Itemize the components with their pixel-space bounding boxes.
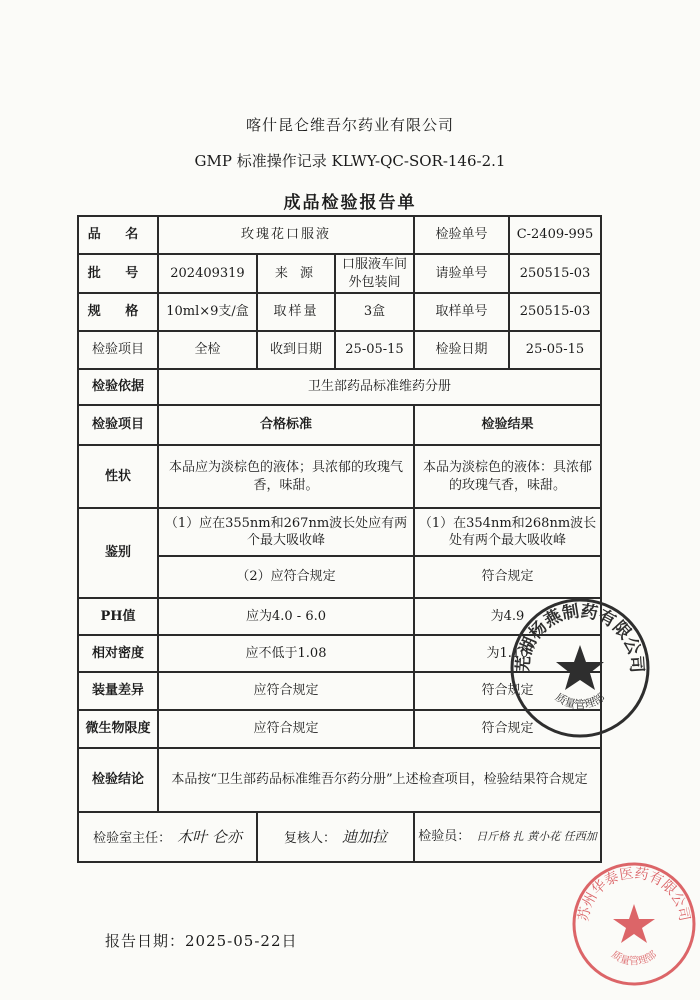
document-code: GMP 标准操作记录 KLWY-QC-SOR-146-2.1 [194,152,506,170]
red-seal-star-icon [613,904,655,943]
conclusion-label: 检验结论 [78,748,158,812]
sample-no-value: 250515-03 [509,293,601,331]
row-ph [78,598,601,635]
source-value: 口服液车间外包装间 [335,254,414,293]
spec-value: 10ml×9支/盒 [158,293,257,331]
identification-result-2: 符合规定 [414,556,601,598]
spec-label: 规 格 [78,293,158,331]
fill-result: 符合规定 [414,672,601,710]
batch-label: 批 号 [78,254,158,293]
product-name-label: 品 名 [78,216,158,254]
row-appearance [78,445,601,508]
conclusion-text: 本品按“卫生部药品标准维吾尔药分册”上述检查项目，检验结果符合规定 [158,748,601,812]
microbe-result: 符合规定 [414,710,601,748]
report-date: 报告日期：2025-05-22日 [105,932,298,950]
director-signature-cell [78,812,257,862]
sample-no-label: 取样单号 [414,293,509,331]
inspector-signature-cell [414,812,601,862]
identification-standard-1: （1）应在355nm和267nm波长处应有两个最大吸收峰 [158,508,414,556]
item-value: 全检 [158,331,257,369]
report-title: 成品检验报告单 [283,193,417,213]
column-standard-header: 合格标准 [158,405,414,445]
request-no-label: 请验单号 [414,254,509,293]
fill-standard: 应符合规定 [158,672,414,710]
row-spec [78,293,601,331]
sample-qty-label: 取样量 [257,293,335,331]
appearance-name: 性状 [78,445,158,508]
company-name: 喀什昆仑维吾尔药业有限公司 [245,116,454,134]
row-fill [78,672,601,710]
density-result: 为1.10 [414,635,601,672]
density-standard: 应不低于1.08 [158,635,414,672]
inspect-no-label: 检验单号 [414,216,509,254]
basis-value: 卫生部药品标准维药分册 [158,369,601,405]
source-label: 来 源 [257,254,335,293]
row-basis [78,369,601,405]
inspector-signature: 日斤格 扎 黄小花 任西加 [476,830,597,844]
item-label: 检验项目 [78,331,158,369]
row-column-headers [78,405,601,445]
svg-text:质量管理部 [609,948,659,968]
inspect-date-value: 25-05-15 [509,331,601,369]
svg-text:苏州华泰医药有限公司 [575,866,692,923]
identification-name: 鉴别 [78,508,158,598]
ph-name: PH值 [78,598,158,635]
inspect-no-value: C-2409-995 [509,216,601,254]
identification-standard-2: （2）应符合规定 [158,556,414,598]
red-seal-stamp [568,858,700,990]
row-conclusion [78,748,601,812]
row-item [78,331,601,369]
qc-seal-text: 芜湖杨燕制药有限公司 [513,601,647,674]
batch-value: 202409319 [158,254,257,293]
identification-result-1: （1）在354nm和268nm波长处有两个最大吸收峰 [414,508,601,556]
fill-name: 装量差异 [78,672,158,710]
receive-date-label: 收到日期 [257,331,335,369]
product-name-value: 玫瑰花口服液 [158,216,414,254]
density-name: 相对密度 [78,635,158,672]
request-no-value: 250515-03 [509,254,601,293]
basis-label: 检验依据 [78,369,158,405]
ph-standard: 应为4.0 - 6.0 [158,598,414,635]
director-label: 检验室主任： [93,830,172,846]
sample-qty-value: 3盒 [335,293,414,331]
director-signature: 木叶 仑亦 [177,827,242,846]
row-identification-1 [78,508,601,556]
red-seal-text: 苏州华泰医药有限公司 [575,865,693,923]
reviewer-label: 复核人： [283,830,336,846]
reviewer-signature-cell [257,812,414,862]
row-product [78,216,601,254]
inspect-date-label: 检验日期 [414,331,509,369]
row-density [78,635,601,672]
column-result-header: 检验结果 [414,405,601,445]
inspection-report-table [77,215,602,863]
inspector-label: 检验员： [418,829,471,845]
row-microbe [78,710,601,748]
receive-date-value: 25-05-15 [335,331,414,369]
column-item-header: 检验项目 [78,405,158,445]
microbe-name: 微生物限度 [78,710,158,748]
reviewer-signature: 迪加拉 [342,827,388,846]
microbe-standard: 应符合规定 [158,710,414,748]
appearance-result: 本品为淡棕色的液体：具浓郁的玫瑰气香，味甜。 [414,445,601,508]
appearance-standard: 本品应为淡棕色的液体；具浓郁的玫瑰气香，味甜。 [158,445,414,508]
ph-result: 为4.9 [414,598,601,635]
red-seal-subtext: 质量管理部 [609,949,659,968]
row-signatures [78,812,601,862]
row-batch [78,254,601,293]
qc-seal-subtext: 质量管理部 [552,690,608,712]
